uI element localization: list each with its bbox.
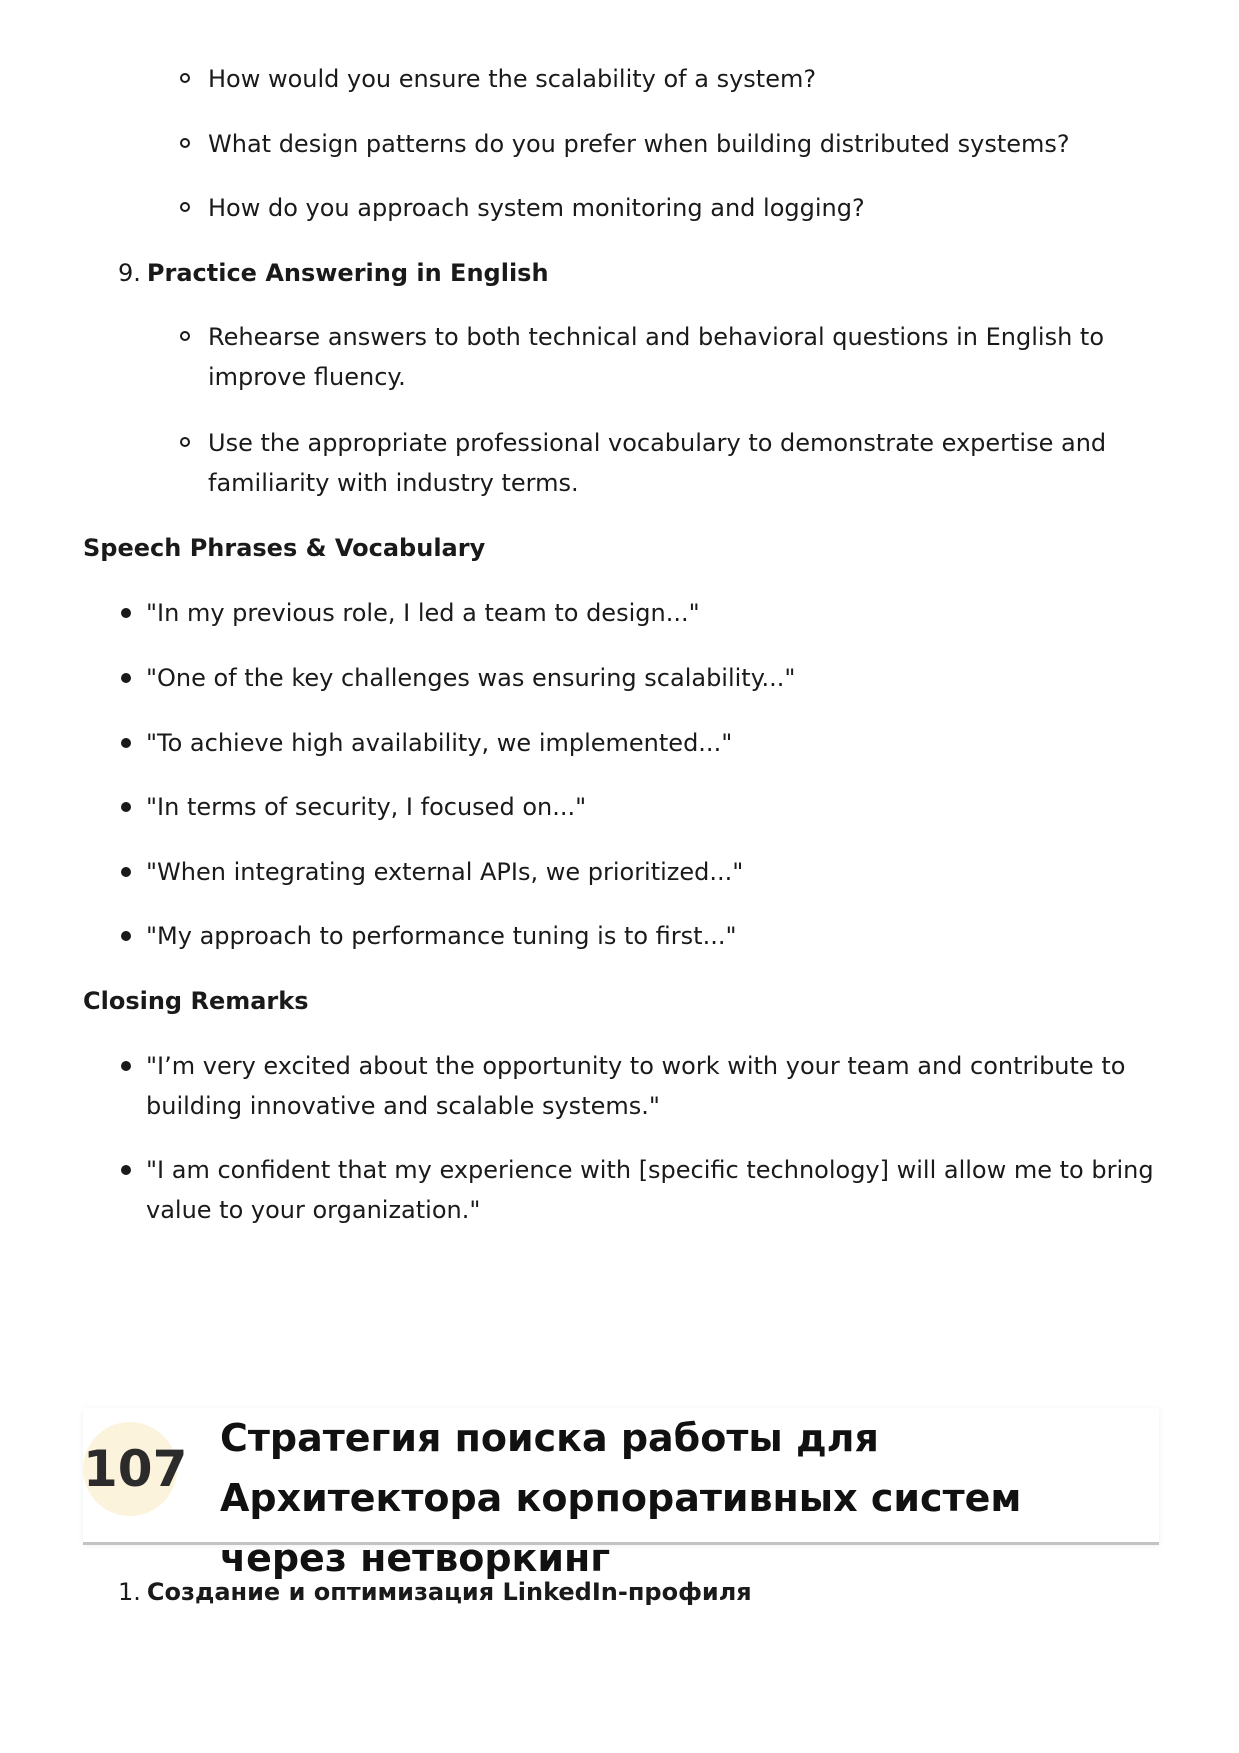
list-item-text: "In my previous role, I led a team to design..." <box>146 599 700 627</box>
list-item <box>208 317 1158 397</box>
list-item <box>146 658 1156 698</box>
list-number: 9. <box>118 259 141 287</box>
list-item <box>146 916 1156 956</box>
list-item-text: "I am confident that my experience with [specific technology] will allow me to bring value to your organization." <box>146 1156 1154 1224</box>
list-item-text: "To achieve high availability, we implemented..." <box>146 729 733 757</box>
list-item <box>146 1046 1156 1126</box>
disc-bullet-icon <box>121 608 131 618</box>
list-item-text: "One of the key challenges was ensuring scalability..." <box>146 664 796 692</box>
list-item-text: "My approach to performance tuning is to first..." <box>146 922 737 950</box>
list-item <box>208 188 1158 228</box>
numbered-item-title: Создание и оптимизация LinkedIn-профиля <box>146 1578 752 1606</box>
disc-bullet-icon <box>121 1165 131 1175</box>
list-item-text: "In terms of security, I focused on..." <box>146 793 587 821</box>
list-item-text: Use the appropriate professional vocabulary to demonstrate expertise and familiarity with industry terms. <box>208 429 1107 497</box>
circle-bullet-icon <box>180 73 190 83</box>
list-item <box>208 59 1158 99</box>
section-heading-closing: Closing Remarks <box>83 987 309 1015</box>
list-item-text: "I’m very excited about the opportunity to work with your team and contribute to building innovative and scalable systems." <box>146 1052 1126 1120</box>
section-heading-speech: Speech Phrases & Vocabulary <box>83 534 486 562</box>
disc-bullet-icon <box>121 931 131 941</box>
numbered-item-1 <box>118 1572 752 1612</box>
list-item-text: "When integrating external APIs, we prioritized..." <box>146 858 744 886</box>
circle-bullet-icon <box>180 202 190 212</box>
list-item <box>146 1150 1156 1230</box>
list-item-text: How would you ensure the scalability of a system? <box>208 65 817 93</box>
list-item-text: How do you approach system monitoring and logging? <box>208 194 865 222</box>
list-item <box>146 593 1156 633</box>
list-item <box>208 423 1158 503</box>
disc-bullet-icon <box>121 802 131 812</box>
disc-bullet-icon <box>121 1061 131 1071</box>
list-item <box>208 124 1158 164</box>
circle-bullet-icon <box>180 138 190 148</box>
list-number: 1. <box>118 1578 141 1606</box>
circle-bullet-icon <box>180 437 190 447</box>
numbered-item-9 <box>118 253 549 293</box>
disc-bullet-icon <box>121 673 131 683</box>
list-item <box>146 787 1156 827</box>
circle-bullet-icon <box>180 331 190 341</box>
disc-bullet-icon <box>121 738 131 748</box>
chapter-title: Стратегия поиска работы для Архитектора корпоративных систем через нетворкинг <box>220 1416 1022 1580</box>
list-item-text: Rehearse answers to both technical and behavioral questions in English to improve fluency. <box>208 323 1105 391</box>
numbered-item-title: Practice Answering in English <box>146 259 549 287</box>
chapter-header <box>83 1408 1159 1580</box>
list-item <box>146 852 1156 892</box>
list-item <box>146 723 1156 763</box>
disc-bullet-icon <box>121 867 131 877</box>
list-item-text: What design patterns do you prefer when building distributed systems? <box>208 130 1070 158</box>
chapter-number-badge: 107 <box>83 1422 177 1516</box>
